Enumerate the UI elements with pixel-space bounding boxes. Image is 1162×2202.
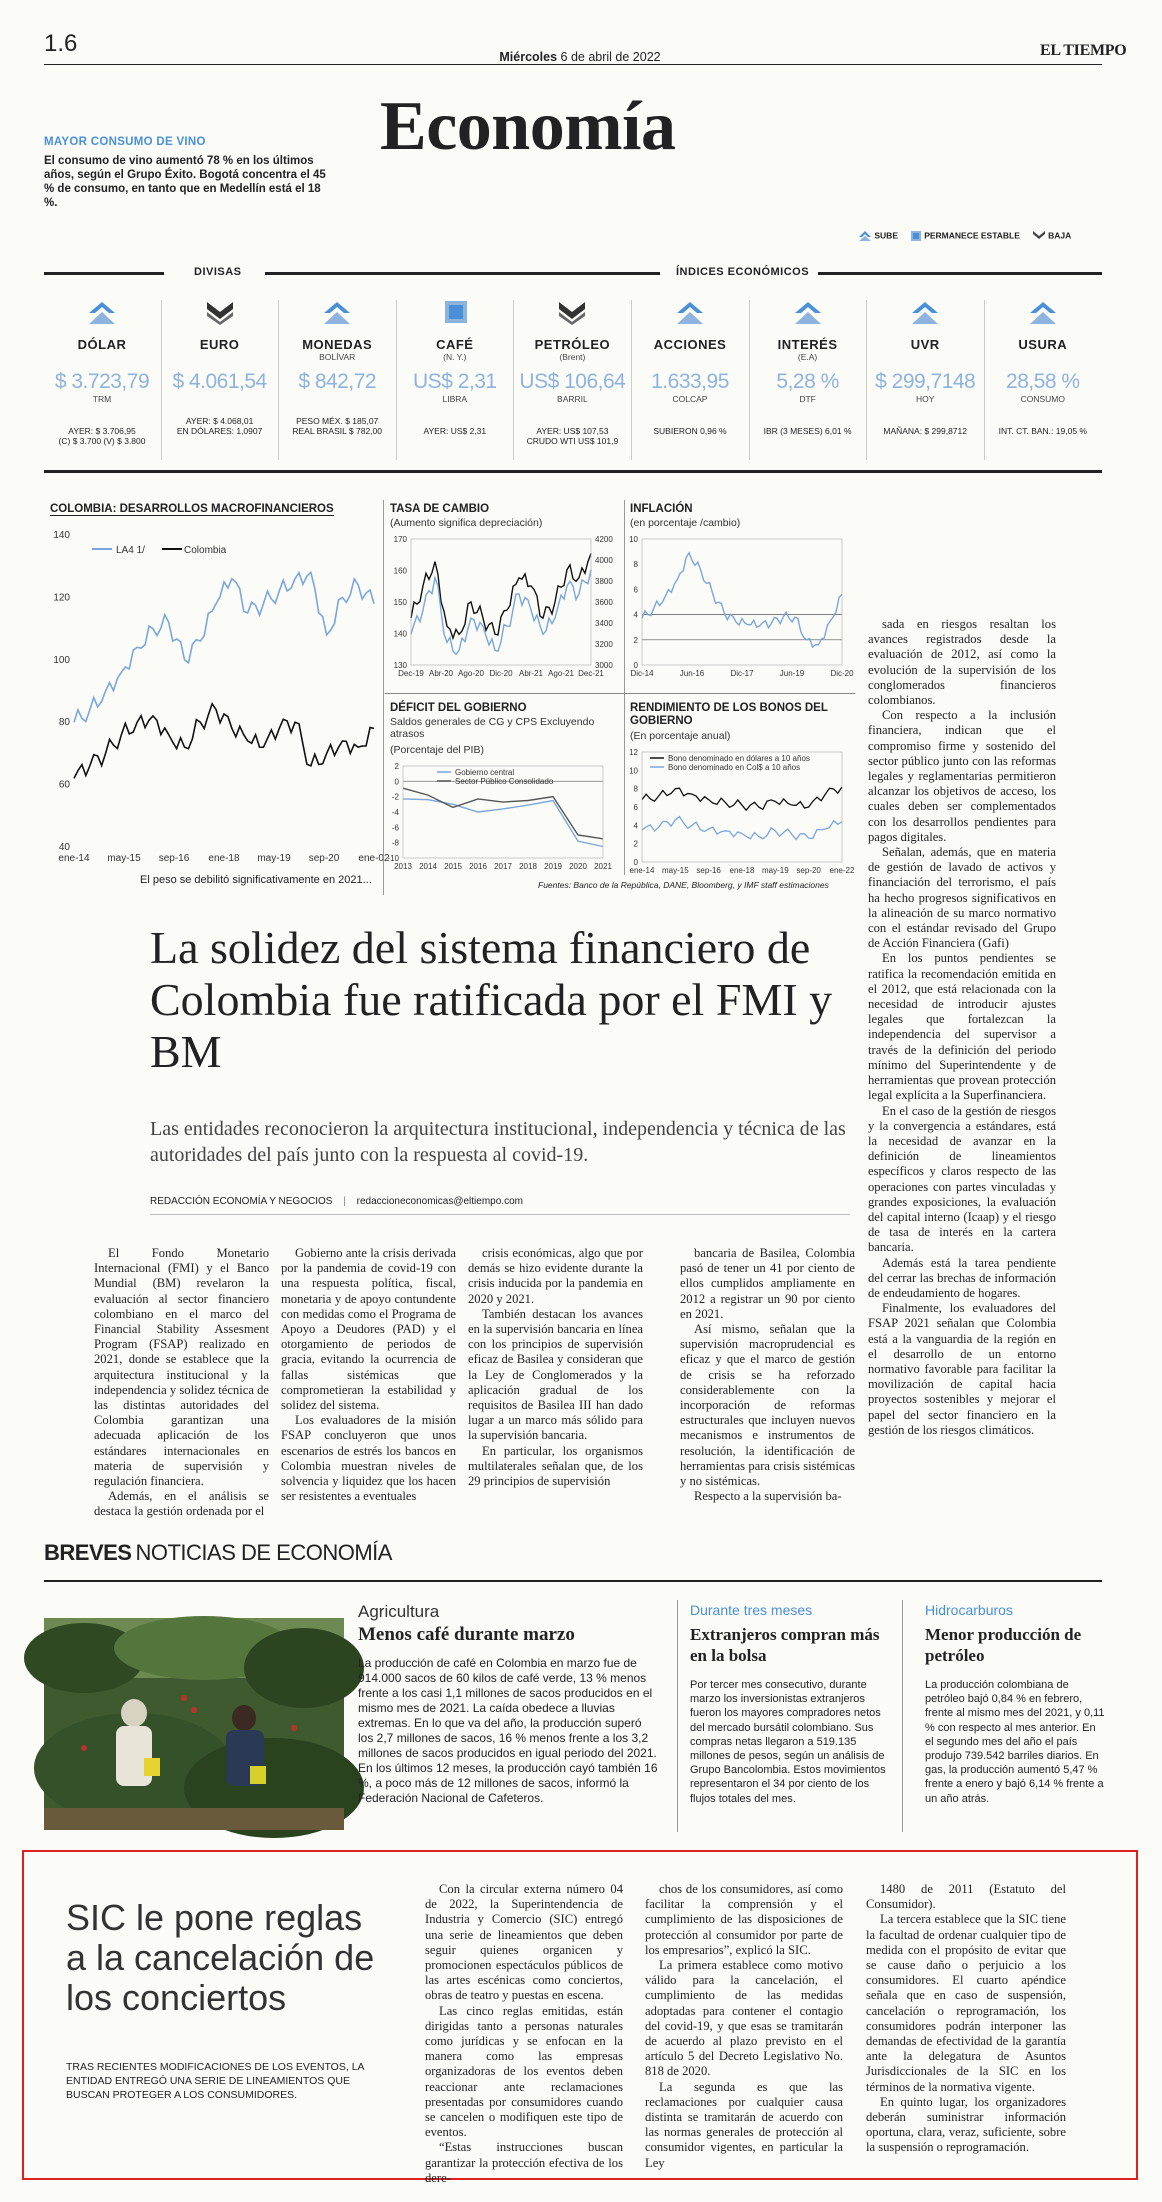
x-tick-label: 2020 bbox=[569, 862, 587, 871]
indicators-top-rule-right bbox=[818, 272, 1102, 275]
plot-frame bbox=[411, 539, 591, 665]
indicator-name: ACCIONES bbox=[653, 337, 727, 352]
issue-weekday: Miércoles bbox=[499, 50, 558, 64]
paragraph: En los puntos pendientes se ratifica la recomendación emitida en el 2012, que está relacionada con la necesidad de introducir ajustes legales que fortalezcan la independencia del supervisor a través de la definición del periodo mínimo del Superintendente y de herramientas que provean protección legal explícita a la Superfinanciera. bbox=[868, 951, 1056, 1103]
breves-label bbox=[44, 1540, 392, 1566]
indices-header: ÍNDICES ECONÓMICOS bbox=[676, 266, 810, 278]
up-legend-icon bbox=[858, 230, 872, 242]
indicator-divider bbox=[631, 300, 632, 460]
paragraph: La tercera establece que la SIC tiene la facultad de ordenar cualquier tipo de medida con el propósito de evitar que se cause daño o perjuicio a los consumidores. El cuarto apéndice señala que en caso de suspensión, cancelación o reprogramación, los consumidores podrán interponer las demandas de efectividad de la garantía ante la delegatura de Asuntos Jurisdiccionales de la SIC en los términos de la normativa vigente. bbox=[866, 1912, 1066, 2094]
y-tick-label: 100 bbox=[53, 654, 70, 666]
legend-label: Gobierno central bbox=[455, 768, 515, 777]
indicator-foot-1: IBR (3 MESES) 6,01 % bbox=[763, 426, 852, 436]
indicator-value: $ 4.061,54 bbox=[172, 370, 267, 393]
x-tick-label: may-19 bbox=[257, 853, 291, 864]
main-column-4 bbox=[680, 1246, 855, 1504]
indicator-sub bbox=[632, 352, 748, 362]
main-column-5 bbox=[868, 617, 1056, 1438]
indicator-value: 5,28 % bbox=[776, 370, 839, 393]
y-tick-label: 40 bbox=[58, 842, 70, 853]
x-tick-label: Dec-19 bbox=[398, 669, 424, 678]
legend-label: Bono denominado en dólares a 10 años bbox=[668, 754, 810, 763]
indicator-value: $ 299,7148 bbox=[875, 370, 976, 393]
x-tick-label: Jun-19 bbox=[779, 669, 805, 678]
y-tick-label: 4 bbox=[633, 610, 638, 620]
indicators-bottom-rule bbox=[44, 470, 1102, 473]
indicators-top-rule-mid bbox=[265, 272, 660, 275]
indicator-value: 28,58 % bbox=[1006, 370, 1080, 393]
indicator-sub bbox=[985, 352, 1101, 362]
indicator-petróleo bbox=[514, 300, 630, 470]
x-tick-label: Abr-20 bbox=[428, 669, 454, 678]
y-tick-label: 140 bbox=[393, 629, 407, 639]
y-tick-label-right: 3600 bbox=[595, 598, 613, 607]
indicator-foot-1: AYER: $ 4.068,01 bbox=[185, 416, 254, 426]
paragraph: La primera establece como motivo válido para la cancelación, el cumplimiento de las medidas adoptadas para contener el contagio del covid-19, y que esas se tramitarán de acuerdo al plazo previsto en el artículo 5 del Decreto Legislativo No. 818 de 2020. bbox=[645, 1958, 843, 2079]
trend-up-icon bbox=[675, 300, 705, 326]
series-line-1 bbox=[642, 553, 842, 647]
paragraph: bancaria de Basilea, Colombia pasó de tener un 41 por ciento de ellos cumplidos ampliamente en 2012 a registrar un 90 por ciento en 2021. bbox=[680, 1246, 855, 1321]
y-tick-label-right: 3400 bbox=[595, 619, 613, 628]
indicator-sub: BOLÍVAR bbox=[319, 352, 356, 362]
y-tick-label: 160 bbox=[393, 566, 407, 576]
paragraph: “Estas instrucciones buscan garantizar la protección efectiva de los dere- bbox=[425, 2140, 623, 2185]
x-tick-label: 2014 bbox=[419, 862, 437, 871]
indicator-sub: (N. Y.) bbox=[443, 352, 467, 362]
x-tick-label: Dic-17 bbox=[730, 669, 754, 678]
indicator-sub bbox=[867, 352, 983, 362]
paragraph: crisis económicas, algo que por demás se hizo evidente durante la crisis inducida por la pandemia en 2020 y 2021. bbox=[468, 1246, 643, 1306]
legend-label: Sector Público Consolidado bbox=[455, 777, 554, 786]
x-tick-label: sep-20 bbox=[796, 866, 821, 875]
indicator-foot-2: EN DÓLARES: 1,0907 bbox=[176, 426, 263, 436]
sic-column-1 bbox=[425, 1882, 623, 2186]
issue-date-text: 6 de abril de 2022 bbox=[560, 50, 661, 64]
coffee-harvest-photo bbox=[44, 1618, 344, 1830]
y-tick-label: 170 bbox=[393, 535, 407, 544]
y-tick-label-right: 3800 bbox=[595, 577, 613, 586]
trend-up-icon bbox=[910, 300, 940, 326]
y-tick-label: 0 bbox=[394, 777, 399, 787]
chart3-title: INFLACIÓN bbox=[630, 503, 693, 515]
indicator-sub: (E.A) bbox=[797, 352, 818, 362]
indicator-foot-1: PESO MÉX. $ 185,07 bbox=[296, 416, 379, 426]
indicator-divider bbox=[278, 300, 279, 460]
trend-legend bbox=[858, 230, 1071, 242]
chart4-title: DÉFICIT DEL GOBIERNO bbox=[390, 702, 527, 714]
x-tick-label: 2016 bbox=[469, 862, 487, 871]
x-tick-label: ene-14 bbox=[58, 853, 90, 864]
y-tick-label: -10 bbox=[387, 854, 399, 863]
indicator-unit: COLCAP bbox=[672, 394, 708, 404]
x-tick-label: sep-20 bbox=[308, 853, 340, 864]
paragraph: El Fondo Monetario Internacional (FMI) y el Banco Mundial (BM) revelaron la evaluación al sector financiero colombiano en el marco del Financial Stability Assesment Program (FSAP) realizado en 2021, donde se establece que la arquitectura institucional y la independencia y solidez técnica de las distintas autoridades del Colombia garantizan una adecuada aplicación de los estándares internacionales en materia de supervisión y regulación financiera. bbox=[94, 1246, 269, 1489]
x-tick-label: Dic-20 bbox=[489, 669, 513, 678]
legend-up: SUBE bbox=[874, 230, 898, 241]
wine-brief-text: El consumo de vino aumentó 78 % en los últimos años, según el Grupo Éxito. Bogotá concentra el 45 % de consumo, en tanto que en Medellín está el 18 %. bbox=[44, 155, 326, 209]
legend-label: Colombia bbox=[184, 545, 227, 556]
y-tick-label: -4 bbox=[391, 808, 399, 817]
x-tick-label: sep-16 bbox=[696, 866, 721, 875]
chart1-title: COLOMBIA: DESARROLLOS MACROFINANCIEROS bbox=[50, 503, 334, 515]
paragraph: Además, en el análisis se destaca la gestión ordenada por el bbox=[94, 1489, 269, 1519]
indicator-usura bbox=[985, 300, 1101, 470]
x-tick-label: ene-22 bbox=[829, 866, 855, 875]
main-column-3 bbox=[468, 1246, 643, 1489]
page-number: 1.6 bbox=[44, 30, 78, 57]
indicator-divider bbox=[749, 300, 750, 460]
indicator-foot-2: REAL BRASIL $ 782,00 bbox=[292, 426, 382, 436]
divisas-header: DIVISAS bbox=[194, 266, 242, 278]
legend-label: Bono denominado en Col$ a 10 años bbox=[668, 763, 801, 772]
byline-name: REDACCIÓN ECONOMÍA Y NEGOCIOS bbox=[150, 1196, 333, 1207]
indicator-interés bbox=[750, 300, 866, 470]
breves-divider-1 bbox=[677, 1600, 678, 1832]
x-tick-label: sep-16 bbox=[158, 853, 190, 864]
indicator-uvr bbox=[867, 300, 983, 470]
indicator-unit: HOY bbox=[915, 394, 935, 404]
indicator-value: 1.633,95 bbox=[651, 370, 729, 393]
paragraph: Gobierno ante la crisis derivada por la pandemia de covid-19 con una respuesta política, fiscal, monetaria y de apoyo contundente con medidas como el Programa de Apoyo a Deudores (PAD) y el otorgamiento de periodos de gracia, evitando la ocurrencia de fallas sistémicas que comprometieran la estabilidad y solidez del sistema. bbox=[281, 1246, 456, 1413]
main-column-2 bbox=[281, 1246, 456, 1504]
x-tick-label: Dec-21 bbox=[578, 669, 604, 678]
indicator-acciones bbox=[632, 300, 748, 470]
indicator-unit: LIBRA bbox=[442, 394, 468, 404]
series-line-1 bbox=[74, 572, 374, 722]
y-tick-label-right: 3000 bbox=[595, 661, 613, 670]
sic-column-2 bbox=[645, 1882, 843, 2171]
y-tick-label: 2 bbox=[633, 839, 638, 849]
chart3-subtitle: (en porcentaje /cambio) bbox=[630, 517, 741, 529]
breve-title: Menos café durante marzo bbox=[358, 1624, 575, 1645]
y-tick-label: 10 bbox=[629, 535, 638, 544]
legend-label: LA4 1/ bbox=[116, 545, 145, 556]
y-tick-label: 12 bbox=[629, 748, 638, 757]
breve-title: Menor producción de petróleo bbox=[925, 1625, 1082, 1665]
y-tick-label: 2 bbox=[633, 635, 638, 645]
series-line-1 bbox=[411, 554, 591, 639]
x-tick-label: 2015 bbox=[444, 862, 462, 871]
indicator-unit: DTF bbox=[799, 394, 816, 404]
chart1-footnote: El peso se debilitó significativamente en 2021... bbox=[140, 874, 372, 886]
x-tick-label: may-19 bbox=[761, 866, 789, 875]
indicator-unit: BARRIL bbox=[557, 394, 588, 404]
y-tick-label: 80 bbox=[58, 717, 70, 729]
indicator-divider bbox=[866, 300, 867, 460]
chart2-title: TASA DE CAMBIO bbox=[390, 503, 490, 515]
masthead-rule bbox=[44, 64, 1102, 65]
chart-bond-yields bbox=[626, 742, 856, 878]
y-tick-label-right: 4000 bbox=[595, 556, 613, 565]
x-tick-label: ene-14 bbox=[629, 866, 655, 875]
breve-title: Extranjeros compran más en la bolsa bbox=[690, 1625, 880, 1665]
paragraph: También destacan los avances en la supervisión bancaria en línea con los principios de supervisión eficaz de Basilea y consideran que la Ley de Conglomerados y la aplicación gradual de los requisitos de Basilea III han dado lugar a un marco más sólido para la supervisión bancaria. bbox=[468, 1306, 643, 1443]
legend-down: BAJA bbox=[1048, 230, 1072, 241]
breve-kicker: Agricultura bbox=[358, 1602, 440, 1621]
issue-date bbox=[470, 50, 690, 64]
indicator-divider bbox=[396, 300, 397, 460]
indicator-foot-1: AYER: US$ 2,31 bbox=[423, 426, 487, 436]
indicator-divider bbox=[984, 300, 985, 460]
byline-rule bbox=[150, 1214, 850, 1215]
chart-inflation bbox=[626, 533, 856, 693]
paragraph: chos de los consumidores, así como facilitar la comprensión y el cumplimiento de las disposiciones de protección al consumidor por parte de los empresarios”, explicó la SIC. bbox=[645, 1882, 843, 1957]
breve-kicker: Hidrocarburos bbox=[925, 1602, 1013, 1618]
chart-source: Fuentes: Banco de la República, DANE, Bloomberg, y IMF staff estimaciones bbox=[538, 880, 829, 890]
x-tick-label: 2019 bbox=[544, 862, 562, 871]
legend-stable: PERMANECE ESTABLE bbox=[924, 230, 1020, 241]
x-tick-label: ene-02 bbox=[358, 853, 390, 864]
indicator-name: PETRÓLEO bbox=[534, 337, 611, 352]
x-tick-label: 2018 bbox=[519, 862, 537, 871]
indicator-value: $ 842,72 bbox=[298, 370, 377, 393]
x-tick-label: 2021 bbox=[594, 862, 612, 871]
trend-up-icon bbox=[87, 300, 117, 326]
paragraph: Los evaluadores de la misión FSAP concluyeron que unos escenarios de estrés los bancos en Colombia muestran niveles de solvencia y liquidez que los hacen ser resistentes a eventuales bbox=[281, 1413, 456, 1504]
y-tick-label: 60 bbox=[58, 779, 70, 791]
chart-government-deficit bbox=[385, 758, 625, 878]
y-tick-label: 150 bbox=[393, 598, 407, 607]
breve-text: Por tercer mes consecutivo, durante marzo los inversionistas extranjeros fueron los mayores compradores netos del mercado bursátil colombiano. Sus compras netas llegaron a 519.135 millones de pesos, según un análisis de Grupo Bancolombia. Estos movimientos representaron el 34 por ciento de los flujos totales del mes. bbox=[690, 1679, 886, 1805]
indicator-foot-1: AYER: US$ 107,53 bbox=[536, 426, 609, 436]
y-tick-label: -6 bbox=[391, 823, 399, 833]
x-tick-label: 2013 bbox=[394, 862, 412, 871]
y-tick-label: -2 bbox=[391, 792, 399, 802]
y-tick-label: 8 bbox=[633, 560, 638, 570]
chart5-title: RENDIMIENTO DE LOS BONOS DEL GOBIERNO bbox=[630, 702, 828, 727]
byline: REDACCIÓN ECONOMÍA Y NEGOCIOS | redaccioneconomicas@eltiempo.com bbox=[150, 1196, 523, 1207]
paragraph: Respecto a la supervisión ba- bbox=[694, 1489, 842, 1504]
charts-mid-rule bbox=[385, 693, 855, 694]
trend-down-icon bbox=[205, 300, 235, 326]
indicators-top-rule-left bbox=[44, 272, 164, 275]
indicator-value: $ 3.723,79 bbox=[54, 370, 150, 393]
y-tick-label: 10 bbox=[629, 766, 638, 776]
paragraph: Señalan, además, que en materia de gestión de lavado de activos y financiación del terrorismo, el país ha hecho progresos significativos en la alineación de su marco normativo con el estándar revisado del Grupo de Acción Financiera (Gafi) bbox=[868, 845, 1056, 951]
indicator-sub bbox=[44, 352, 160, 362]
paragraph: Así mismo, señalan que la supervisión macroprudencial es eficaz y que el marco de gestión de crisis se ha reforzado considerablemente con la incorporación de reformas estructurales que incluyen nuevos mecanismos e instrumentos de resolución, la identificación de herramientas para crisis sistémicas y no sistémicas. bbox=[680, 1322, 855, 1489]
y-tick-label-right: 4200 bbox=[595, 535, 613, 544]
x-tick-label: 2017 bbox=[494, 862, 512, 871]
indicator-foot-1: SUBIERON 0,96 % bbox=[653, 426, 727, 436]
trend-down-icon bbox=[557, 300, 587, 326]
paragraph: Las cinco reglas emitidas, están dirigidas tanto a personas naturales como jurídicas y se enfocan en la manera como las empresas organizadoras de los eventos deben reaccionar ante reclamaciones presentadas por consumidores cuando se cancelen o modifiquen este tipo de eventos. bbox=[425, 2003, 623, 2140]
indicator-value: US$ 2,31 bbox=[413, 370, 497, 393]
paragraph: La segunda es que las reclamaciones por cualquier causa distinta se tramitarán de acuerdo con las normas generales de protección al consumidor vigentes, en particular la Ley bbox=[645, 2079, 843, 2170]
x-tick-label: Jun-16 bbox=[679, 669, 705, 678]
paragraph: En particular, los organismos multilaterales señalan que, de los 29 principios de supervisión bbox=[468, 1443, 643, 1489]
x-tick-label: may-15 bbox=[661, 866, 689, 875]
chart4-subtitle: Saldos generales de CG y CPS Excluyendo atrasos bbox=[390, 716, 595, 740]
indicator-foot-1: AYER: $ 3.706,95 bbox=[68, 426, 136, 436]
y-tick-label: 0 bbox=[633, 858, 638, 867]
indicator-value: US$ 106,64 bbox=[519, 370, 626, 393]
section-title: Economía bbox=[380, 88, 676, 165]
down-legend-icon bbox=[1032, 230, 1046, 242]
indicator-foot-1: MAÑANA: $ 299,8712 bbox=[883, 426, 967, 436]
x-tick-label: ene-18 bbox=[729, 866, 755, 875]
y-tick-label: 2 bbox=[394, 762, 399, 771]
indicator-divider bbox=[513, 300, 514, 460]
charts-divider-1 bbox=[383, 500, 384, 895]
breves-divider-2 bbox=[902, 1600, 903, 1832]
indicator-dólar bbox=[44, 300, 160, 470]
indicator-name: USURA bbox=[1018, 337, 1068, 352]
breve-text: La producción colombiana de petróleo bajó 0,84 % en febrero, frente al mismo mes del 2021, y 0,11 % con respecto al mes anterior. En el segundo mes del año el país produjo 739.542 barriles diarios. En gas, la producción aumentó 5,47 % frente a enero y bajó 6,14 % frente a un año atrás. bbox=[925, 1679, 1105, 1805]
y-tick-label: 4 bbox=[633, 821, 638, 831]
series-line-2 bbox=[74, 704, 374, 779]
breves-label-bold: BREVES bbox=[44, 1540, 132, 1565]
main-headline: La solidez del sistema financiero de Colombia fue ratificada por el FMI y BM bbox=[150, 922, 833, 1077]
sic-deck: TRAS RECIENTES MODIFICACIONES DE LOS EVENTOS, LA ENTIDAD ENTREGÓ UNA SERIE DE LINEAMIENTOS QUE BUSCAN PROTEGER A LOS CONSUMIDORES. bbox=[66, 2061, 364, 2101]
sic-column-3 bbox=[866, 1882, 1066, 2156]
chart-macrofinancial bbox=[44, 525, 390, 875]
paragraph: Con la circular externa número 04 de 2022, la Superintendencia de Industria y Comercio (SIC) entregó una serie de lineamientos que deben seguir quienes organicen y promocionen espectáculos públicos de las artes escénicas como conciertos, obras de teatro y puestas en escena. bbox=[425, 1882, 623, 2003]
x-tick-label: Dic-14 bbox=[630, 669, 654, 678]
breve-text: La producción de café en Colombia en marzo fue de 914.000 sacos de 60 kilos de café verde, 13 % menos frente a los casi 1,1 millones de sacos producidos en el mismo mes de 2021. La caída obedece a lluvias extremas. En lo que va del año, la producción superó los 2,7 millones de sacos, 16 % menos frente a los 3,2 millones de sacos producidos en igual periodo del 2021. En los últimos 12 meses, la producción cayó también 16 %, a poco más de 12 millones de sacos, informó la Federación Nacional de Cafeteros. bbox=[358, 1656, 658, 1805]
y-tick-label: 140 bbox=[53, 530, 70, 541]
paragraph: 1480 de 2011 (Estatuto del Consumidor). bbox=[866, 1882, 1066, 1912]
paragraph: En quinto lugar, los organizadores deberán suministrar información oportuna, clara, veraz, suficiente, sobre la suspensión o reprogramación. bbox=[866, 2094, 1066, 2155]
indicator-name: EURO bbox=[199, 337, 240, 352]
indicator-foot-1: INT. CT. BAN.: 19,05 % bbox=[998, 426, 1087, 436]
indicator-name: INTERÉS bbox=[777, 337, 838, 352]
paragraph: Finalmente, los evaluadores del FSAP 2021 señalan que Colombia está a la vanguardia de la región en el desarrollo de un entorno normativo favorable para facilitar la movilización de capital hacia proyectos sostenibles y mejorar el papel del sector financiero en la gestión de los riesgos climáticos. bbox=[868, 1301, 1056, 1437]
trend-stable-icon bbox=[440, 300, 470, 326]
trend-up-icon bbox=[793, 300, 823, 326]
paragraph: Con respecto a la inclusión financiera, indican que el compromiso firme y sostenido del sector público junto con las reformas legales y reglamentarias permitieron alcanzar los objetivos de acceso, los cuales deben ser complementados con los desarrollos pendientes para pagos digitales. bbox=[868, 708, 1056, 844]
y-tick-label: 130 bbox=[393, 661, 407, 670]
indicator-unit: CONSUMO bbox=[1020, 394, 1065, 404]
series-line-2 bbox=[642, 817, 842, 840]
x-tick-label: ene-18 bbox=[208, 853, 240, 864]
chart4-subtitle2: (Porcentaje del PIB) bbox=[390, 744, 484, 756]
y-tick-label-right: 3200 bbox=[595, 640, 613, 649]
indicator-name: DÓLAR bbox=[77, 337, 127, 352]
chart2-subtitle: (Aumento significa depreciación) bbox=[390, 517, 543, 529]
x-tick-label: Dic-20 bbox=[830, 669, 854, 678]
byline-email: redaccioneconomicas@eltiempo.com bbox=[356, 1196, 523, 1207]
indicator-euro bbox=[162, 300, 278, 470]
breves-label-rest: NOTICIAS DE ECONOMÍA bbox=[135, 1540, 392, 1565]
x-tick-label: Ago-20 bbox=[458, 669, 484, 678]
series-line-1 bbox=[642, 787, 842, 810]
x-tick-label: Abr-21 bbox=[518, 669, 544, 678]
chart5-subtitle: (En porcentaje anual) bbox=[630, 730, 731, 742]
indicator-name: MONEDAS bbox=[302, 337, 373, 352]
paragraph: En el caso de la gestión de riesgos y la convergencia a estándares, está la necesidad de avanzar en la definición de lineamientos específicos y claros respecto de las operaciones con partes vinculadas y grandes exposiciones, la evaluación del capital interno (Icaap) y el riesgo de tasa de interés en la cartera bancaria. bbox=[868, 1103, 1056, 1255]
x-tick-label: Ago-21 bbox=[548, 669, 574, 678]
series-line-2 bbox=[403, 788, 603, 839]
x-tick-label: may-15 bbox=[107, 853, 141, 864]
indicator-foot-2: (C) $ 3.700 (V) $ 3.800 bbox=[58, 436, 146, 446]
y-tick-label: 6 bbox=[633, 803, 638, 812]
series-line-1 bbox=[403, 799, 603, 847]
y-tick-label: 6 bbox=[633, 585, 638, 595]
publication-name: EL TIEMPO bbox=[1040, 42, 1127, 59]
chart-exchange-rate bbox=[385, 533, 625, 693]
indicator-name: CAFÉ bbox=[436, 337, 474, 352]
indicator-monedas bbox=[279, 300, 395, 470]
breve-kicker: Durante tres meses bbox=[690, 1602, 813, 1618]
indicator-name: UVR bbox=[910, 337, 940, 352]
paragraph: Además está la tarea pendiente del cerrar las brechas de información de endeudamiento de hogares. bbox=[868, 1255, 1056, 1300]
main-deck: Las entidades reconocieron la arquitectura institucional, independencia y técnica de las autoridades del país junto con la respuesta al covid-19. bbox=[150, 1118, 846, 1166]
trend-up-icon bbox=[1028, 300, 1058, 326]
main-column-1 bbox=[94, 1246, 269, 1520]
indicator-foot-2: CRUDO WTI US$ 101,9 bbox=[526, 436, 619, 446]
y-tick-label: 8 bbox=[633, 784, 638, 794]
breves-rule bbox=[44, 1580, 1102, 1582]
indicator-café bbox=[397, 300, 513, 470]
indicator-unit: TRM bbox=[92, 394, 112, 404]
stable-legend-icon bbox=[910, 230, 922, 242]
indicator-sub: (Brent) bbox=[559, 352, 586, 362]
indicator-sub bbox=[162, 352, 278, 362]
y-tick-label: -8 bbox=[391, 838, 399, 848]
wine-brief-title: MAYOR CONSUMO DE VINO bbox=[44, 136, 206, 148]
indicator-divider bbox=[161, 300, 162, 460]
y-tick-label: 0 bbox=[633, 661, 638, 670]
sic-headline: SIC le pone reglas a la cancelación de los conciertos bbox=[66, 1897, 375, 2018]
trend-up-icon bbox=[322, 300, 352, 326]
paragraph: sada en riesgos resaltan los avances registrados desde la evaluación de 2012, así como la evolución de la supervisión de los conglomerados financieros colombianos. bbox=[868, 617, 1056, 708]
y-tick-label: 120 bbox=[53, 592, 70, 604]
